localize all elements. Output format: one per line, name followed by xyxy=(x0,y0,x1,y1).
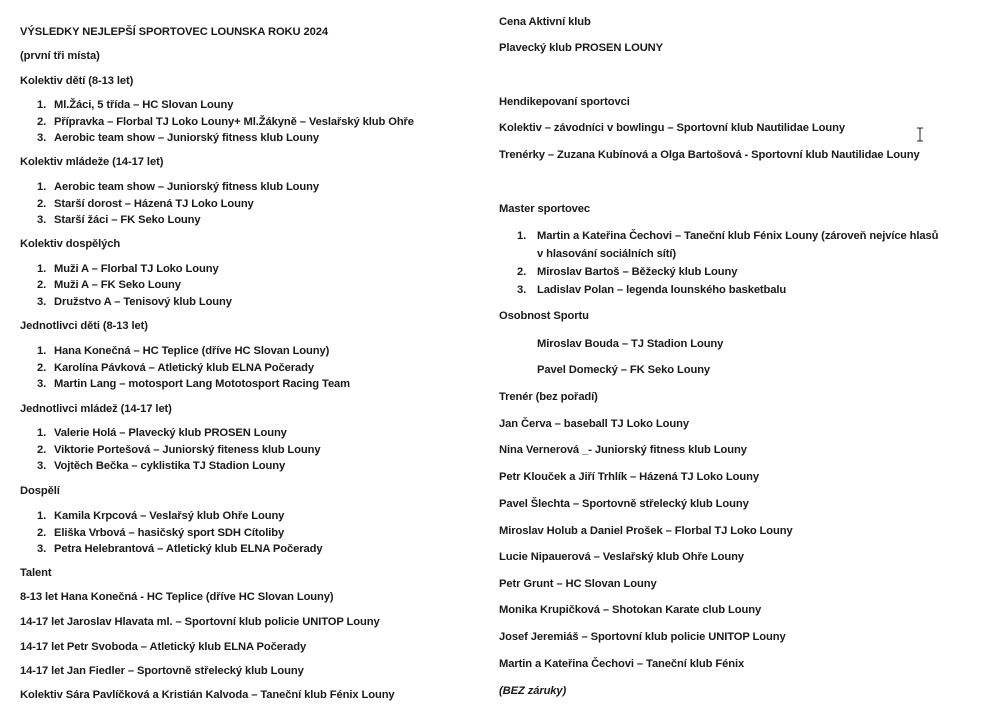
list-item: 3. Ladislav Polan – legenda lounského basketbalu xyxy=(517,284,787,296)
coach-line: Nina Vernerová _- Juniorský fitness klub Louny xyxy=(499,444,747,456)
list-item: 3. Starší žáci – FK Seko Louny xyxy=(37,214,201,226)
list-item: 2. Karolína Pávková – Atletický klub ELNA Počerady xyxy=(37,362,314,374)
list-item: 1. Valerie Holá – Plavecký klub PROSEN Louny xyxy=(37,427,287,439)
section-heading: Kolektiv dospělých xyxy=(20,238,121,250)
talent-line: 14-17 let Jaroslav Hlavata ml. – Sportovní klub policie UNITOP Louny xyxy=(20,616,380,628)
handicapped-line: Trenérky – Zuzana Kubínová a Olga Bartošová - Sportovní klub Nautilidae Louny xyxy=(499,149,920,161)
section-heading: Hendikepovaní sportovci xyxy=(499,96,630,108)
list-item: 1. Martin a Kateřina Čechovi – Taneční klub Fénix Louny (zároveň nejvíce hlasů xyxy=(517,230,939,242)
coach-line: Lucie Nipauerová – Veslařský klub Ohře Louny xyxy=(499,551,744,563)
list-item: 2. Starší dorost – Házená TJ Loko Louny xyxy=(37,198,254,210)
coach-line: Monika Krupičková – Shotokan Karate club Louny xyxy=(499,604,762,616)
list-item: 1. Muži A – Florbal TJ Loko Louny xyxy=(37,263,219,275)
list-item: 2. Eliška Vrbová – hasičský sport SDH Cítoliby xyxy=(37,527,285,539)
talent-line: 14-17 let Petr Svoboda – Atletický klub ELNA Počerady xyxy=(20,641,307,653)
personality-line: Pavel Domecký – FK Seko Louny xyxy=(537,364,711,376)
coach-line: Petr Klouček a Jiří Trhlík – Házená TJ Loko Louny xyxy=(499,471,759,483)
section-heading: Kolektiv dětí (8-13 let) xyxy=(20,75,134,87)
list-item: 1. Kamila Krpcová – Veslařsý klub Ohře Louny xyxy=(37,510,285,522)
talent-line: 14-17 let Jan Fiedler – Sportovně střelecký klub Louny xyxy=(20,665,304,677)
document-title: VÝSLEDKY NEJLEPŠÍ SPORTOVEC LOUNSKA ROKU 2024 xyxy=(20,26,329,38)
coach-line: Josef Jeremiáš – Sportovní klub policie UNITOP Louny xyxy=(499,631,786,643)
section-heading: Osobnost Sportu xyxy=(499,310,589,322)
coach-line: Martin a Kateřina Čechovi – Taneční klub Fénix xyxy=(499,658,745,670)
coach-line: Miroslav Holub a Daniel Prošek – Florbal TJ Loko Louny xyxy=(499,525,793,537)
list-item-continuation: v hlasování sociálních sítí) xyxy=(537,248,676,260)
section-heading: Cena Aktivní klub xyxy=(499,16,591,28)
section-heading: Kolektiv mládeže (14-17 let) xyxy=(20,156,164,168)
coach-line: Petr Grunt – HC Slovan Louny xyxy=(499,578,657,590)
section-heading: Trenér (bez pořadí) xyxy=(499,391,598,403)
text-cursor-icon xyxy=(916,127,924,142)
list-item: 3. Aerobic team show – Juniorský fitness klub Louny xyxy=(37,132,320,144)
coach-line: Pavel Šlechta – Sportovně střelecký klub Louny xyxy=(499,498,749,510)
talent-line: Kolektiv Sára Pavlíčková a Kristián Kalvoda – Taneční klub Fénix Louny xyxy=(20,689,395,701)
section-heading: Jednotlivci mládež (14-17 let) xyxy=(20,403,172,415)
section-heading: Jednotlivci děti (8-13 let) xyxy=(20,320,148,332)
list-item: 2. Přípravka – Florbal TJ Loko Louny+ Ml.Žákyně – Veslařský klub Ohře xyxy=(37,116,414,128)
disclaimer: (BEZ záruky) xyxy=(499,685,567,697)
talent-line: 8-13 let Hana Konečná - HC Teplice (dříve HC Slovan Louny) xyxy=(20,591,334,603)
section-heading: Talent xyxy=(20,567,52,579)
personality-line: Miroslav Bouda – TJ Stadion Louny xyxy=(537,338,724,350)
handicapped-line: Kolektiv – závodníci v bowlingu – Sportovní klub Nautilidae Louny xyxy=(499,122,845,134)
coach-line: Jan Červa – baseball TJ Loko Louny xyxy=(499,418,689,430)
active-club-winner: Plavecký klub PROSEN LOUNY xyxy=(499,42,664,54)
list-item: 3. Vojtěch Bečka – cyklistika TJ Stadion Louny xyxy=(37,460,286,472)
section-heading: Master sportovec xyxy=(499,203,591,215)
document-subtitle: (první tři místa) xyxy=(20,50,100,62)
list-item: 2. Muži A – FK Seko Louny xyxy=(37,279,181,291)
list-item: 3. Družstvo A – Tenisový klub Louny xyxy=(37,296,232,308)
list-item: 3. Petra Helebrantová – Atletický klub ELNA Počerady xyxy=(37,543,323,555)
list-item: 1. Ml.Žáci, 5 třída – HC Slovan Louny xyxy=(37,99,234,111)
list-item: 1. Hana Konečná – HC Teplice (dříve HC Slovan Louny) xyxy=(37,345,330,357)
list-item: 3. Martin Lang – motosport Lang Mototosport Racing Team xyxy=(37,378,351,390)
list-item: 2. Miroslav Bartoš – Běžecký klub Louny xyxy=(517,266,738,278)
section-heading: Dospělí xyxy=(20,485,60,497)
list-item: 2. Viktorie Portešová – Juniorský fiteness klub Louny xyxy=(37,444,321,456)
list-item: 1. Aerobic team show – Juniorský fitness klub Louny xyxy=(37,181,320,193)
